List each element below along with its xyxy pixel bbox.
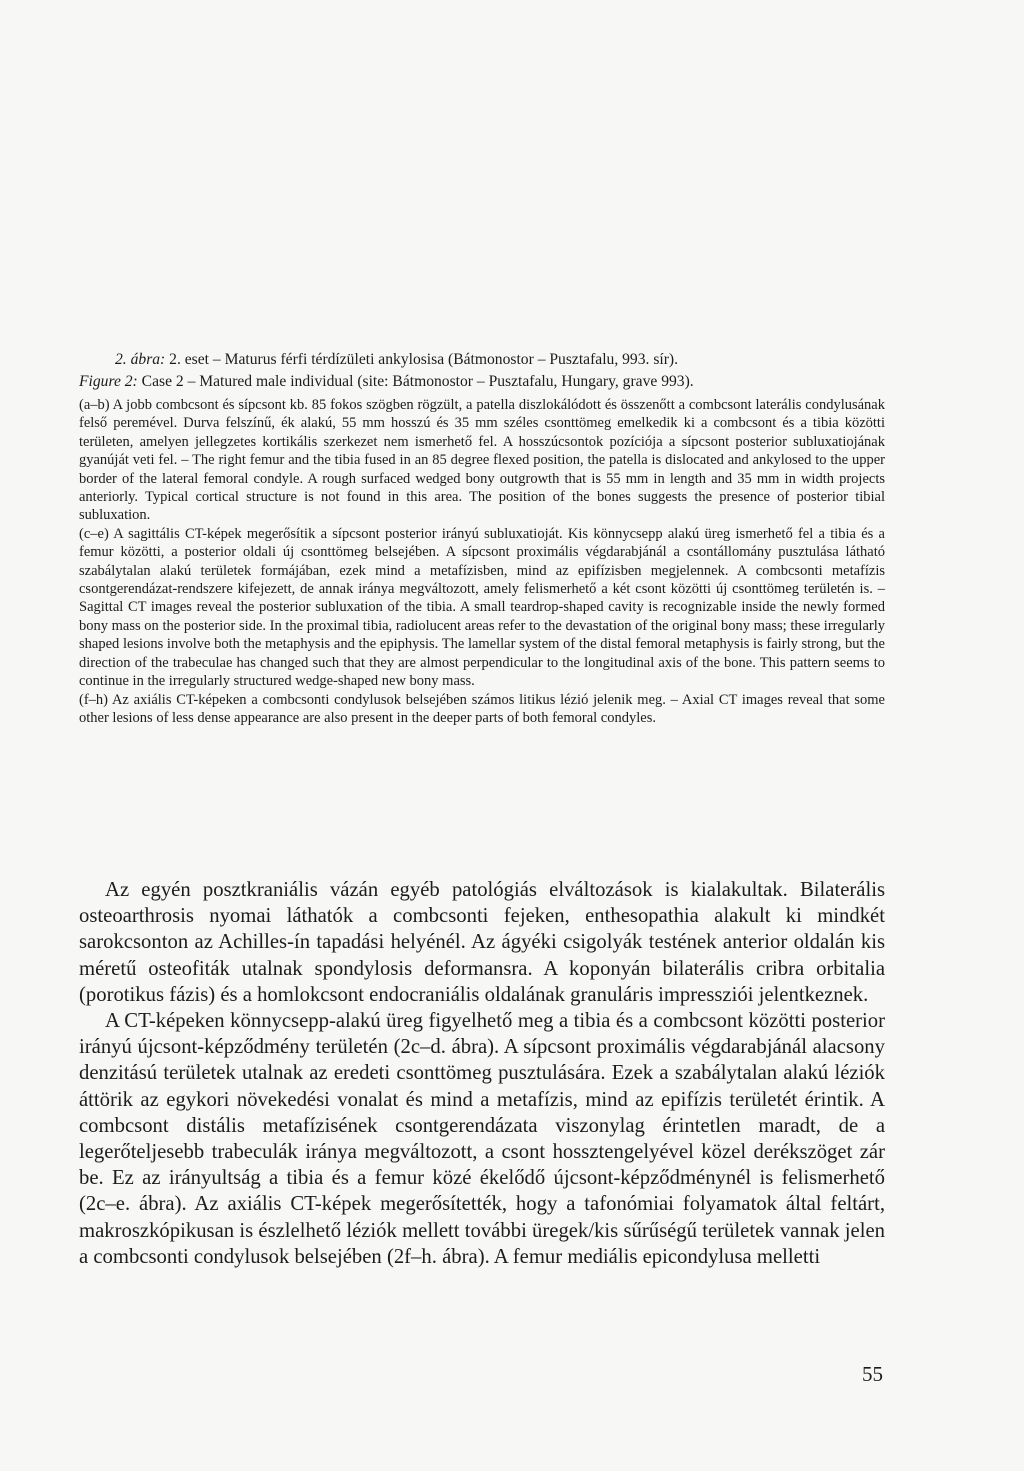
caption-title-english-text: Case 2 – Matured male individual (site: Bátmonostor – Pusztafalu, Hungary, grave 993). (141, 373, 694, 390)
caption-title-hungarian (79, 350, 885, 370)
figure-caption (79, 350, 885, 727)
caption-label-hungarian: 2. ábra: (115, 351, 166, 368)
caption-title-hungarian-text: 2. eset – Maturus férfi térdízületi ankylosisa (Bátmonostor – Pusztafalu, 993. sír). (169, 351, 679, 368)
caption-paragraph-f-h: (f–h) Az axiális CT-képeken a combcsonti condylusok belsejében számos litikus lézió jelenik meg. – Axial CT images reveal that some other lesions of less dense appearance are also present in the deeper parts of both femoral condyles. (79, 691, 885, 726)
caption-title-english (79, 372, 885, 392)
caption-label-english: Figure 2: (79, 373, 138, 390)
body-paragraph: Az egyén posztkraniális vázán egyéb patológiás elváltozások is kialakultak. Bilaterális osteoarthrosis nyomai láthatók a combcsonti fejeken, enthesopathia alakult ki mindkét sarokcsonton az Achilles-ín tapadási helyénél. Az ágyéki csigolyák testének anterior oldalán kis méretű osteofiták utalnak spondylosis deformansra. A koponyán bilaterális cribra orbitalia (porotikus fázis) és a homlokcsont endocraniális oldalának granuláris impressziói jelentkeznek. (79, 879, 885, 1006)
figure-placeholder-area (80, 20, 890, 338)
body-text (79, 877, 885, 1270)
body-paragraph: A CT-képeken könnycsepp-alakú üreg figyelhető meg a tibia és a combcsont közötti posterior irányú újcsont-képződmény területén (2c–d. ábra). A sípcsont proximális végdarabjánál alacsony denzitású területek utalnak az eredeti csonttömeg pusztulására. Ezek a szabálytalan alakú léziók áttörik az egykori növekedési vonalat és mind a metafízis, mind az epifízis területét érintik. A combcsont distális metafízisének csontgerendázata viszonylag érintetlen maradt, de a legerőteljesebb trabeculák iránya megváltozott, a csont hossztengelyével közel derékszöget zár be. Ez az irányultság a tibia és a femur közé ékelődő újcsont-képződménynél is felismerhető (2c–e. ábra). Az axiális CT-képek megerősítették, hogy a tafonómiai folyamatok által feltárt, makroszkópikusan is észlelhető léziók mellett további üregek/kis sűrűségű területek vannak jelen a combcsonti condylusok belsejében (2f–h. ábra). A femur mediális epicondylusa melletti (79, 1010, 885, 1268)
caption-paragraph-a-b: (a–b) A jobb combcsont és sípcsont kb. 85 fokos szögben rögzült, a patella diszlokálódott és összenőtt a combcsont laterális condylusának felső peremével. Durva felszínű, ék alakú, 55 mm hosszú és 35 mm széles csonttömeg emelkedik ki a combcsont és a tibia közötti területen, amelyen jellegzetes kortikális szerkezet nem ismerhető fel. A hosszúcsontok pozíciója a sípcsont posterior subluxatiojának gyanúját veti fel. – The right femur and the tibia fused in an 85 degree flexed position, the patella is dislocated and ankylosed to the upper border of the lateral femoral condyle. A rough surfaced wedged bony outgrowth that is 55 mm in length and 35 mm in width projects anteriorly. Typical cortical structure is not found in this area. The position of the bones suggests the presence of posterior tibial subluxation. (79, 397, 885, 524)
page-number: 55 (862, 1362, 883, 1386)
caption-paragraph-c-e: (c–e) A sagittális CT-képek megerősítik a sípcsont posterior irányú subluxatioját. Kis könnycsepp alakú üreg ismerhető fel a tibia és a femur közötti, a posterior oldali új csonttömeg belsejében. A sípcsont proximális végdarabjánál a csontállomány pusztulása látható szabálytalan alakú területek formájában, ezek mind a metafízisben, mind az epifízisben megjelennek. A combcsonti metafízis csontgerendázat-rendszere kifejezett, de annak iránya megváltozott, amely felismerhető a két csont közötti új csonttömeg területén is. – Sagittal CT images reveal the posterior subluxation of the tibia. A small teardrop-shaped cavity is recognizable inside the newly formed bony mass on the posterior side. In the proximal tibia, radiolucent areas refer to the devastation of the original bony mass; these irregularly shaped lesions involve both the metaphysis and the epiphysis. The lamellar system of the distal femoral metaphysis is fairly strong, but the direction of the trabeculae has changed such that they are almost perpendicular to the longitudinal axis of the bone. This pattern seems to continue in the irregularly structured wedge-shaped new bony mass. (79, 525, 885, 690)
